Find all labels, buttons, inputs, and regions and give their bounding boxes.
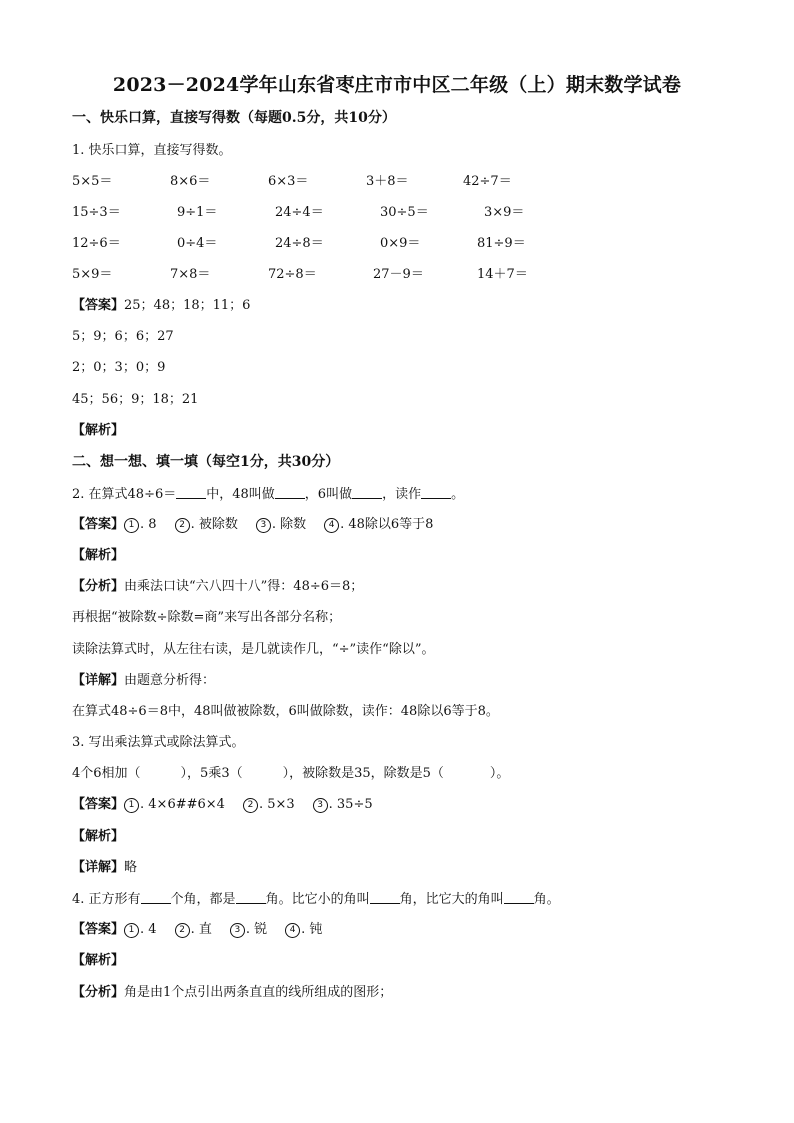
grid-cell: 24÷4＝ [275,205,324,220]
circled-number: 4 [285,923,300,938]
answer-text: . 4 [140,922,157,937]
question-text: 角。 [533,892,560,907]
grid-cell: 0÷4＝ [177,236,218,251]
answer-block-q2 [72,517,451,533]
question-text: ，读作 [382,487,422,502]
analysis-tag: 【解析】 [72,548,125,563]
answer-item [175,517,238,533]
grid-cell: 8×6＝ [170,174,211,189]
grid-cell: 7×8＝ [170,267,211,282]
analysis-text: 角是由1个点引出两条直直的线所组成的图形； [124,985,393,1000]
detail-line [72,673,215,689]
detail-line [72,860,137,876]
question-text: ），被除数是35，除数是5（ [282,766,444,781]
fenxi-tag: 【分析】 [72,579,125,594]
answer-text: . 8 [140,517,157,532]
question-text: ）。 [489,766,510,781]
grid-cell: 42÷7＝ [463,174,512,189]
question-3-body [72,766,509,782]
circled-number: 3 [313,798,328,813]
answer-blank [370,891,400,904]
answer-item [285,922,322,938]
fenxi-tag: 【分析】 [72,985,125,1000]
grid-cell: 14＋7＝ [477,267,528,282]
answer-item [124,922,157,938]
answer-item [175,922,212,938]
analysis-tag: 【解析】 [72,423,125,438]
answer-blank [421,486,451,499]
xiangjie-tag: 【详解】 [72,860,125,875]
question-text: 个角，都是 [170,892,236,907]
question-text: 。 [451,487,465,502]
circled-number: 3 [230,923,245,938]
analysis-text: 由乘法口诀“六八四十八”得：48÷6＝8； [124,579,364,594]
answer-text: . 钝 [301,922,323,937]
answer-tag: 【答案】 [72,797,125,812]
circled-number: 1 [124,923,139,938]
answer-text: . 被除数 [190,517,238,532]
question-text: ），5乘3（ [180,766,243,781]
answer-item [243,797,295,813]
grid-cell: 9÷1＝ [177,205,218,220]
document-title: 2023－2024学年山东省枣庄市市中区二年级（上）期末数学试卷 [112,74,682,96]
question-2 [72,486,464,503]
answer-block-q3 [72,797,391,813]
answer-text: . 5×3 [258,797,295,812]
circled-number: 3 [256,518,271,533]
circled-number: 2 [243,798,258,813]
answer-text: . 直 [190,922,212,937]
grid-cell: 27－9＝ [373,267,424,282]
grid-cell: 72÷8＝ [268,267,317,282]
answer-text: . 除数 [271,517,307,532]
analysis-line [72,985,392,1001]
answer-block-q4 [72,922,340,938]
grid-cell: 3＋8＝ [366,174,409,189]
answer-line: 2；0；3；0；9 [72,360,166,375]
grid-cell: 30÷5＝ [380,205,429,220]
answer-tag: 【答案】 [72,298,125,313]
grid-cell: 5×5＝ [72,174,113,189]
analysis-line [72,579,363,595]
analysis-text: 读除法算式时，从左往右读，是几就读作几，“÷”读作“除以”。 [72,642,435,657]
answer-text: . 48除以6等于8 [340,517,434,532]
answer-text: . 35÷5 [328,797,373,812]
grid-cell: 15÷3＝ [72,205,121,220]
circled-number: 1 [124,518,139,533]
answer-item [324,517,433,533]
question-text: 4个6相加（ [72,766,141,781]
answer-line: 45；56；9；18；21 [72,392,199,407]
xiangjie-tag: 【详解】 [72,673,125,688]
answer-item [230,922,267,938]
detail-text: 略 [124,860,138,875]
question-text: 4. 正方形有 [72,892,141,907]
detail-text: 由题意分析得： [124,673,216,688]
question-3-label: 3. 写出乘法算式或除法算式。 [72,735,245,750]
analysis-text: 再根据“被除数÷除数=商”来写出各部分名称； [72,610,342,625]
circled-number: 1 [124,798,139,813]
question-1-label: 1. 快乐口算，直接写得数。 [72,143,232,158]
section-heading-1: 一、快乐口算，直接写得数（每题0.5分，共10分） [72,110,396,126]
analysis-tag: 【解析】 [72,953,125,968]
answer-item [124,517,157,533]
circled-number: 4 [324,518,339,533]
answer-line: 5；9；6；6；27 [72,329,174,344]
question-4 [72,891,560,908]
question-text: 角，比它大的角叫 [399,892,504,907]
answer-item [256,517,306,533]
answer-blank [275,486,305,499]
answer-text: . 4×6##6×4 [140,797,225,812]
detail-text: 在算式48÷6＝8中，48叫做被除数，6叫做除数，读作：48除以6等于8。 [72,704,499,719]
answer-text: . 锐 [245,922,268,937]
question-text: 中，48叫做 [206,487,275,502]
question-text: ，6叫做 [304,487,353,502]
answer-blank [504,891,534,904]
question-text: 角。比它小的角叫 [265,892,370,907]
circled-number: 2 [175,923,190,938]
grid-cell: 0×9＝ [380,236,421,251]
answer-item [124,797,225,813]
answer-blank [236,891,266,904]
grid-cell: 24÷8＝ [275,236,324,251]
answer-tag: 【答案】 [72,922,125,937]
answer-tag: 【答案】 [72,517,125,532]
analysis-tag: 【解析】 [72,829,125,844]
answer-blank [352,486,382,499]
question-text: 2. 在算式48÷6＝ [72,487,177,502]
answer-blank [141,891,171,904]
answer-block-q1 [72,298,250,314]
grid-cell: 5×9＝ [72,267,113,282]
grid-cell: 81÷9＝ [477,236,526,251]
answer-blank [176,486,206,499]
circled-number: 2 [175,518,190,533]
section-heading-2: 二、想一想、填一填（每空1分，共30分） [72,454,340,470]
grid-cell: 6×3＝ [268,174,309,189]
grid-cell: 12÷6＝ [72,236,121,251]
grid-cell: 3×9＝ [484,205,525,220]
answer-line: 25；48；18；11；6 [124,298,251,313]
answer-item [313,797,373,813]
